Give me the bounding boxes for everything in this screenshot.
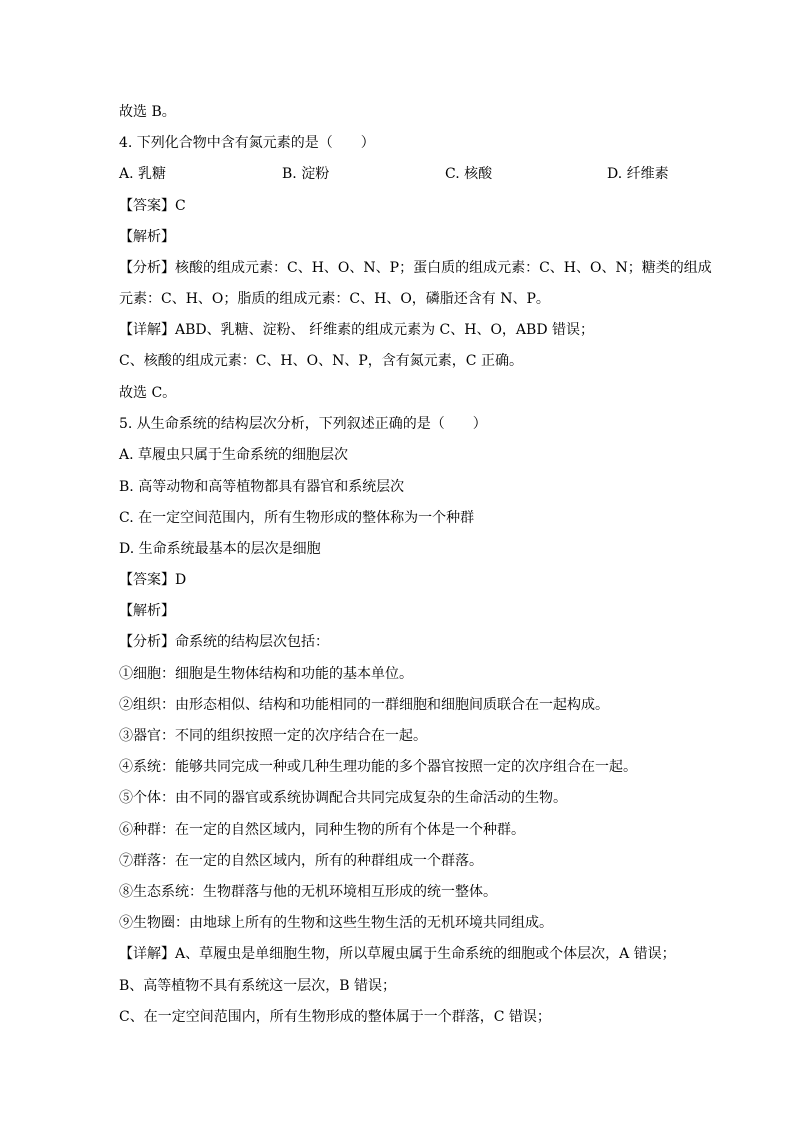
question-5-detail-line-2: B、高等植物不具有系统这一层次，B 错误； xyxy=(119,978,397,994)
question-4-option-c: C. 核酸 xyxy=(445,166,493,182)
question-5-option-b: B. 高等动物和高等植物都具有器官和系统层次 xyxy=(119,479,405,495)
question-4-detail-line-1: 【详解】ABD、乳糖、淀粉、 纤维素的组成元素为 C、H、O，ABD 错误； xyxy=(119,322,594,338)
question-4-conclusion: 故选 C。 xyxy=(119,385,177,401)
question-5-analysis-label: 【解析】 xyxy=(119,603,175,619)
question-5-option-d: D. 生命系统最基本的层次是细胞 xyxy=(119,541,321,557)
level-item: ③器官：不同的组织按照一定的次序结合在一起。 xyxy=(119,728,427,744)
level-item: ①细胞：细胞是生物体结构和功能的基本单位。 xyxy=(119,666,413,682)
level-item: ④系统：能够共同完成一种或几种生理功能的多个器官按照一定的次序组合在一起。 xyxy=(119,759,637,775)
question-5-stem: 5. 从生命系统的结构层次分析，下列叙述正确的是（ ） xyxy=(119,416,487,432)
level-item: ⑨生物圈：由地球上所有的生物和这些生物生活的无机环境共同组成。 xyxy=(119,915,553,931)
level-item: ②组织：由形态相似、结构和功能相同的一群细胞和细胞间质联合在一起构成。 xyxy=(119,697,609,713)
question-5-detail-line-3: C、在一定空间范围内，所有生物形成的整体属于一个群落，C 错误； xyxy=(119,1009,551,1025)
level-item: ⑥种群：在一定的自然区域内，同种生物的所有个体是一个种群。 xyxy=(119,822,525,838)
question-4-analysis-label: 【解析】 xyxy=(119,229,175,245)
question-4-detail-line-2: C、核酸的组成元素：C、H、O、N、P，含有氮元素，C 正确。 xyxy=(119,353,523,369)
question-4-answer: 【答案】C xyxy=(119,198,186,214)
level-item: ⑤个体：由不同的器官或系统协调配合共同完成复杂的生命活动的生物。 xyxy=(119,790,567,806)
previous-conclusion: 故选 B。 xyxy=(119,104,176,120)
question-5-option-c: C. 在一定空间范围内，所有生物形成的整体称为一个种群 xyxy=(119,510,475,526)
question-4-stem: 4. 下列化合物中含有氮元素的是（ ） xyxy=(119,135,375,151)
question-4-analysis-line-1: 【分析】核酸的组成元素：C、H、O、N、P；蛋白质的组成元素：C、H、O、N；糖类的组成 xyxy=(119,260,712,276)
question-4-option-d: D. 纤维素 xyxy=(607,166,669,182)
question-5-analysis-intro: 【分析】命系统的结构层次包括： xyxy=(119,634,329,650)
question-5-option-a: A. 草履虫只属于生命系统的细胞层次 xyxy=(119,447,349,463)
question-4-option-a: A. 乳糖 xyxy=(119,166,167,182)
level-item: ⑧生态系统：生物群落与他的无机环境相互形成的统一整体。 xyxy=(119,884,497,900)
level-item: ⑦群落：在一定的自然区域内，所有的种群组成一个群落。 xyxy=(119,853,483,869)
question-4-option-b: B. 淀粉 xyxy=(282,166,330,182)
question-5-detail-line-1: 【详解】A、草履虫是单细胞生物，所以草履虫属于生命系统的细胞或个体层次，A 错误； xyxy=(119,946,676,962)
question-4-analysis-line-2: 元素：C、H、O；脂质的组成元素：C、H、O，磷脂还含有 N、P。 xyxy=(119,291,550,307)
question-5-answer: 【答案】D xyxy=(119,572,187,588)
